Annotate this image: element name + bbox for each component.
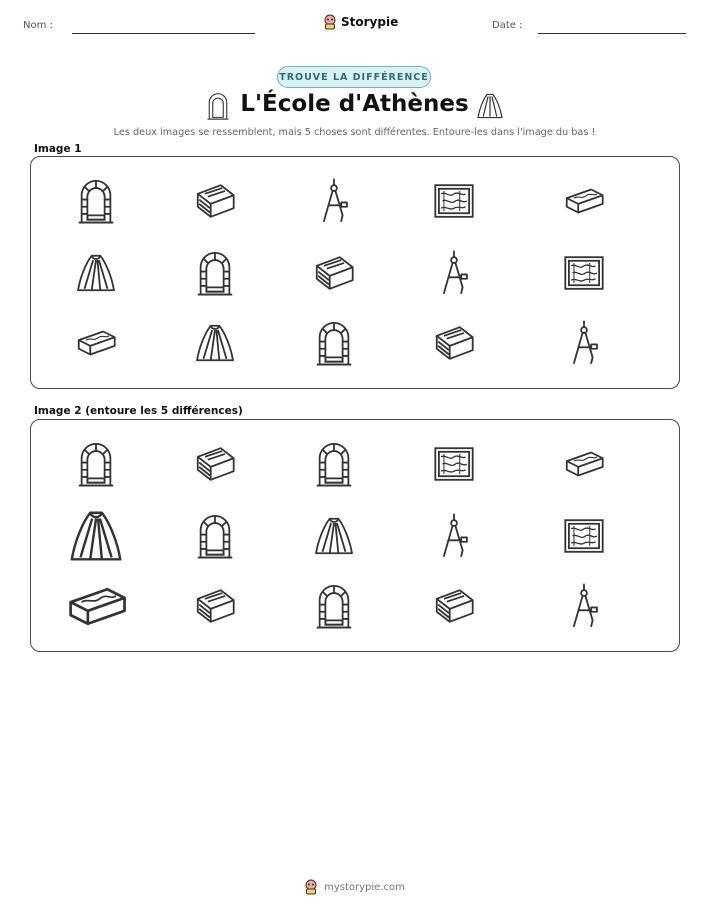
brand-name: Storypie [341, 15, 399, 29]
book-icon [294, 233, 374, 313]
date-label: Date : [492, 20, 523, 31]
eraser-icon [544, 161, 624, 241]
arch-icon[interactable] [294, 566, 374, 646]
painting-icon [414, 161, 494, 241]
image2-panel[interactable] [30, 419, 680, 652]
name-field-line[interactable] [72, 33, 255, 34]
compass-icon[interactable] [414, 496, 494, 576]
cape-icon [56, 233, 136, 313]
footer-url[interactable]: mystorypie.com [324, 881, 405, 893]
painting-icon[interactable] [544, 496, 624, 576]
book-icon [414, 303, 494, 383]
compass-icon [544, 303, 624, 383]
footer [0, 879, 709, 895]
eraser-icon [56, 303, 136, 383]
page-title: L'École d'Athènes [240, 91, 469, 117]
book-icon[interactable] [414, 566, 494, 646]
image2-label: Image 2 (entoure les 5 différences) [34, 405, 243, 417]
painting-icon [544, 233, 624, 313]
compass-icon [294, 161, 374, 241]
arch-icon [294, 303, 374, 383]
arch-icon[interactable] [56, 424, 136, 504]
painting-icon[interactable] [414, 424, 494, 504]
cape-icon [477, 92, 503, 124]
compass-icon [414, 233, 494, 313]
arch-icon [56, 161, 136, 241]
image1-panel [30, 156, 680, 389]
book-icon [175, 161, 255, 241]
brand-logo [323, 14, 398, 30]
storypie-mascot-icon [323, 14, 337, 30]
cape-icon[interactable] [294, 496, 374, 576]
compass-icon[interactable] [544, 566, 624, 646]
storypie-mascot-icon [304, 879, 318, 895]
eraser-icon[interactable] [544, 424, 624, 504]
cape-icon[interactable] [56, 496, 136, 576]
image1-label: Image 1 [34, 143, 82, 155]
arch-icon [175, 233, 255, 313]
cape-icon [175, 303, 255, 383]
instructions: Les deux images se ressemblent, mais 5 choses sont différentes. Entoure-les dans l'image du bas ! [113, 127, 596, 138]
arch-icon[interactable] [294, 424, 374, 504]
date-field-line[interactable] [538, 33, 686, 34]
arch-icon[interactable] [175, 496, 255, 576]
eraser-icon[interactable] [56, 566, 136, 646]
book-icon[interactable] [175, 424, 255, 504]
name-label: Nom : [23, 20, 53, 31]
book-icon[interactable] [175, 566, 255, 646]
activity-badge: TROUVE LA DIFFÉRENCE [277, 66, 431, 88]
